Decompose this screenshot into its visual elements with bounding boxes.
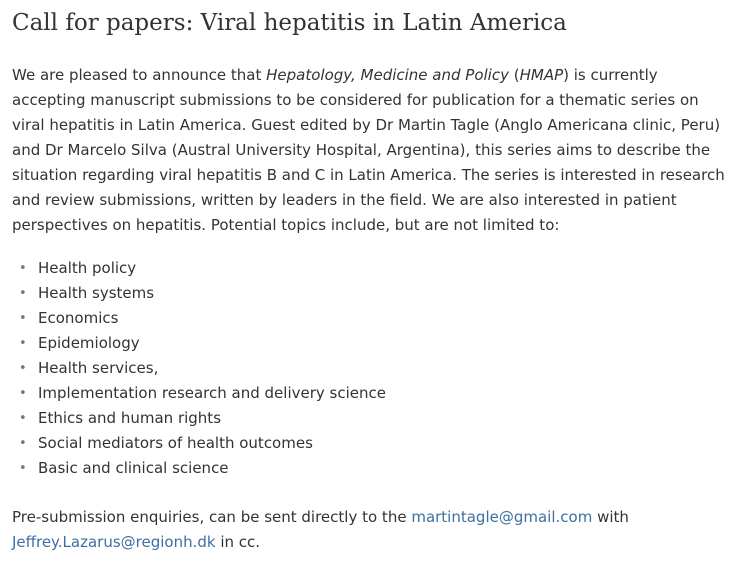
list-item [12,356,729,381]
list-item [12,456,729,481]
journal-name: Hepatology, Medicine and Policy [266,66,509,84]
intro-text-2: ( [508,66,520,84]
page-title: Call for papers: Viral hepatitis in Latin America [12,10,567,36]
intro-paragraph [12,63,729,238]
list-item [12,331,729,356]
closing-text-2: with [592,508,629,526]
bullet-icon: • [19,436,27,451]
intro-text-3: ) is currently accepting manuscript submissions to be considered for publication for a thematic series on viral hepatitis in Latin America. Guest edited by Dr Martin Tagle (Anglo Americana clinic, Peru) and Dr Marcelo Silva (Austral University Hospital, Argentina), this series aims to describe the situation regarding viral hepatitis B and C in Latin America. The series is interested in research and review submissions, written by leaders in the field. We are also interested in patient perspectives on hepatitis. Potential topics include, but are not limited to: [12,66,725,234]
list-item [12,406,729,431]
topic-label: Implementation research and delivery science [38,384,386,402]
closing-paragraph [12,505,729,555]
topic-label: Health policy [38,259,137,277]
topic-label: Economics [38,309,119,327]
email-link-martin-tagle[interactable]: martintagle@gmail.com [411,508,593,526]
list-item [12,431,729,456]
topic-label: Basic and clinical science [38,459,229,477]
journal-abbr: HMAP [519,66,564,84]
list-item [12,256,729,281]
topics-list [12,256,729,481]
topic-label: Ethics and human rights [38,409,222,427]
list-item [12,306,729,331]
bullet-icon: • [19,361,27,376]
bullet-icon: • [19,461,27,476]
bullet-icon: • [19,261,27,276]
closing-text-1: Pre-submission enquiries, can be sent directly to the [12,508,412,526]
closing-text-3: in cc. [215,533,261,551]
list-item [12,281,729,306]
topic-label: Social mediators of health outcomes [38,434,313,452]
list-item [12,381,729,406]
bullet-icon: • [19,336,27,351]
topic-label: Health services, [38,359,159,377]
bullet-icon: • [19,411,27,426]
bullet-icon: • [19,286,27,301]
bullet-icon: • [19,386,27,401]
bullet-icon: • [19,311,27,326]
topic-label: Epidemiology [38,334,140,352]
intro-text-1: We are pleased to announce that [12,66,267,84]
topic-label: Health systems [38,284,155,302]
email-link-jeffrey-lazarus[interactable]: Jeffrey.Lazarus@regionh.dk [12,533,216,551]
